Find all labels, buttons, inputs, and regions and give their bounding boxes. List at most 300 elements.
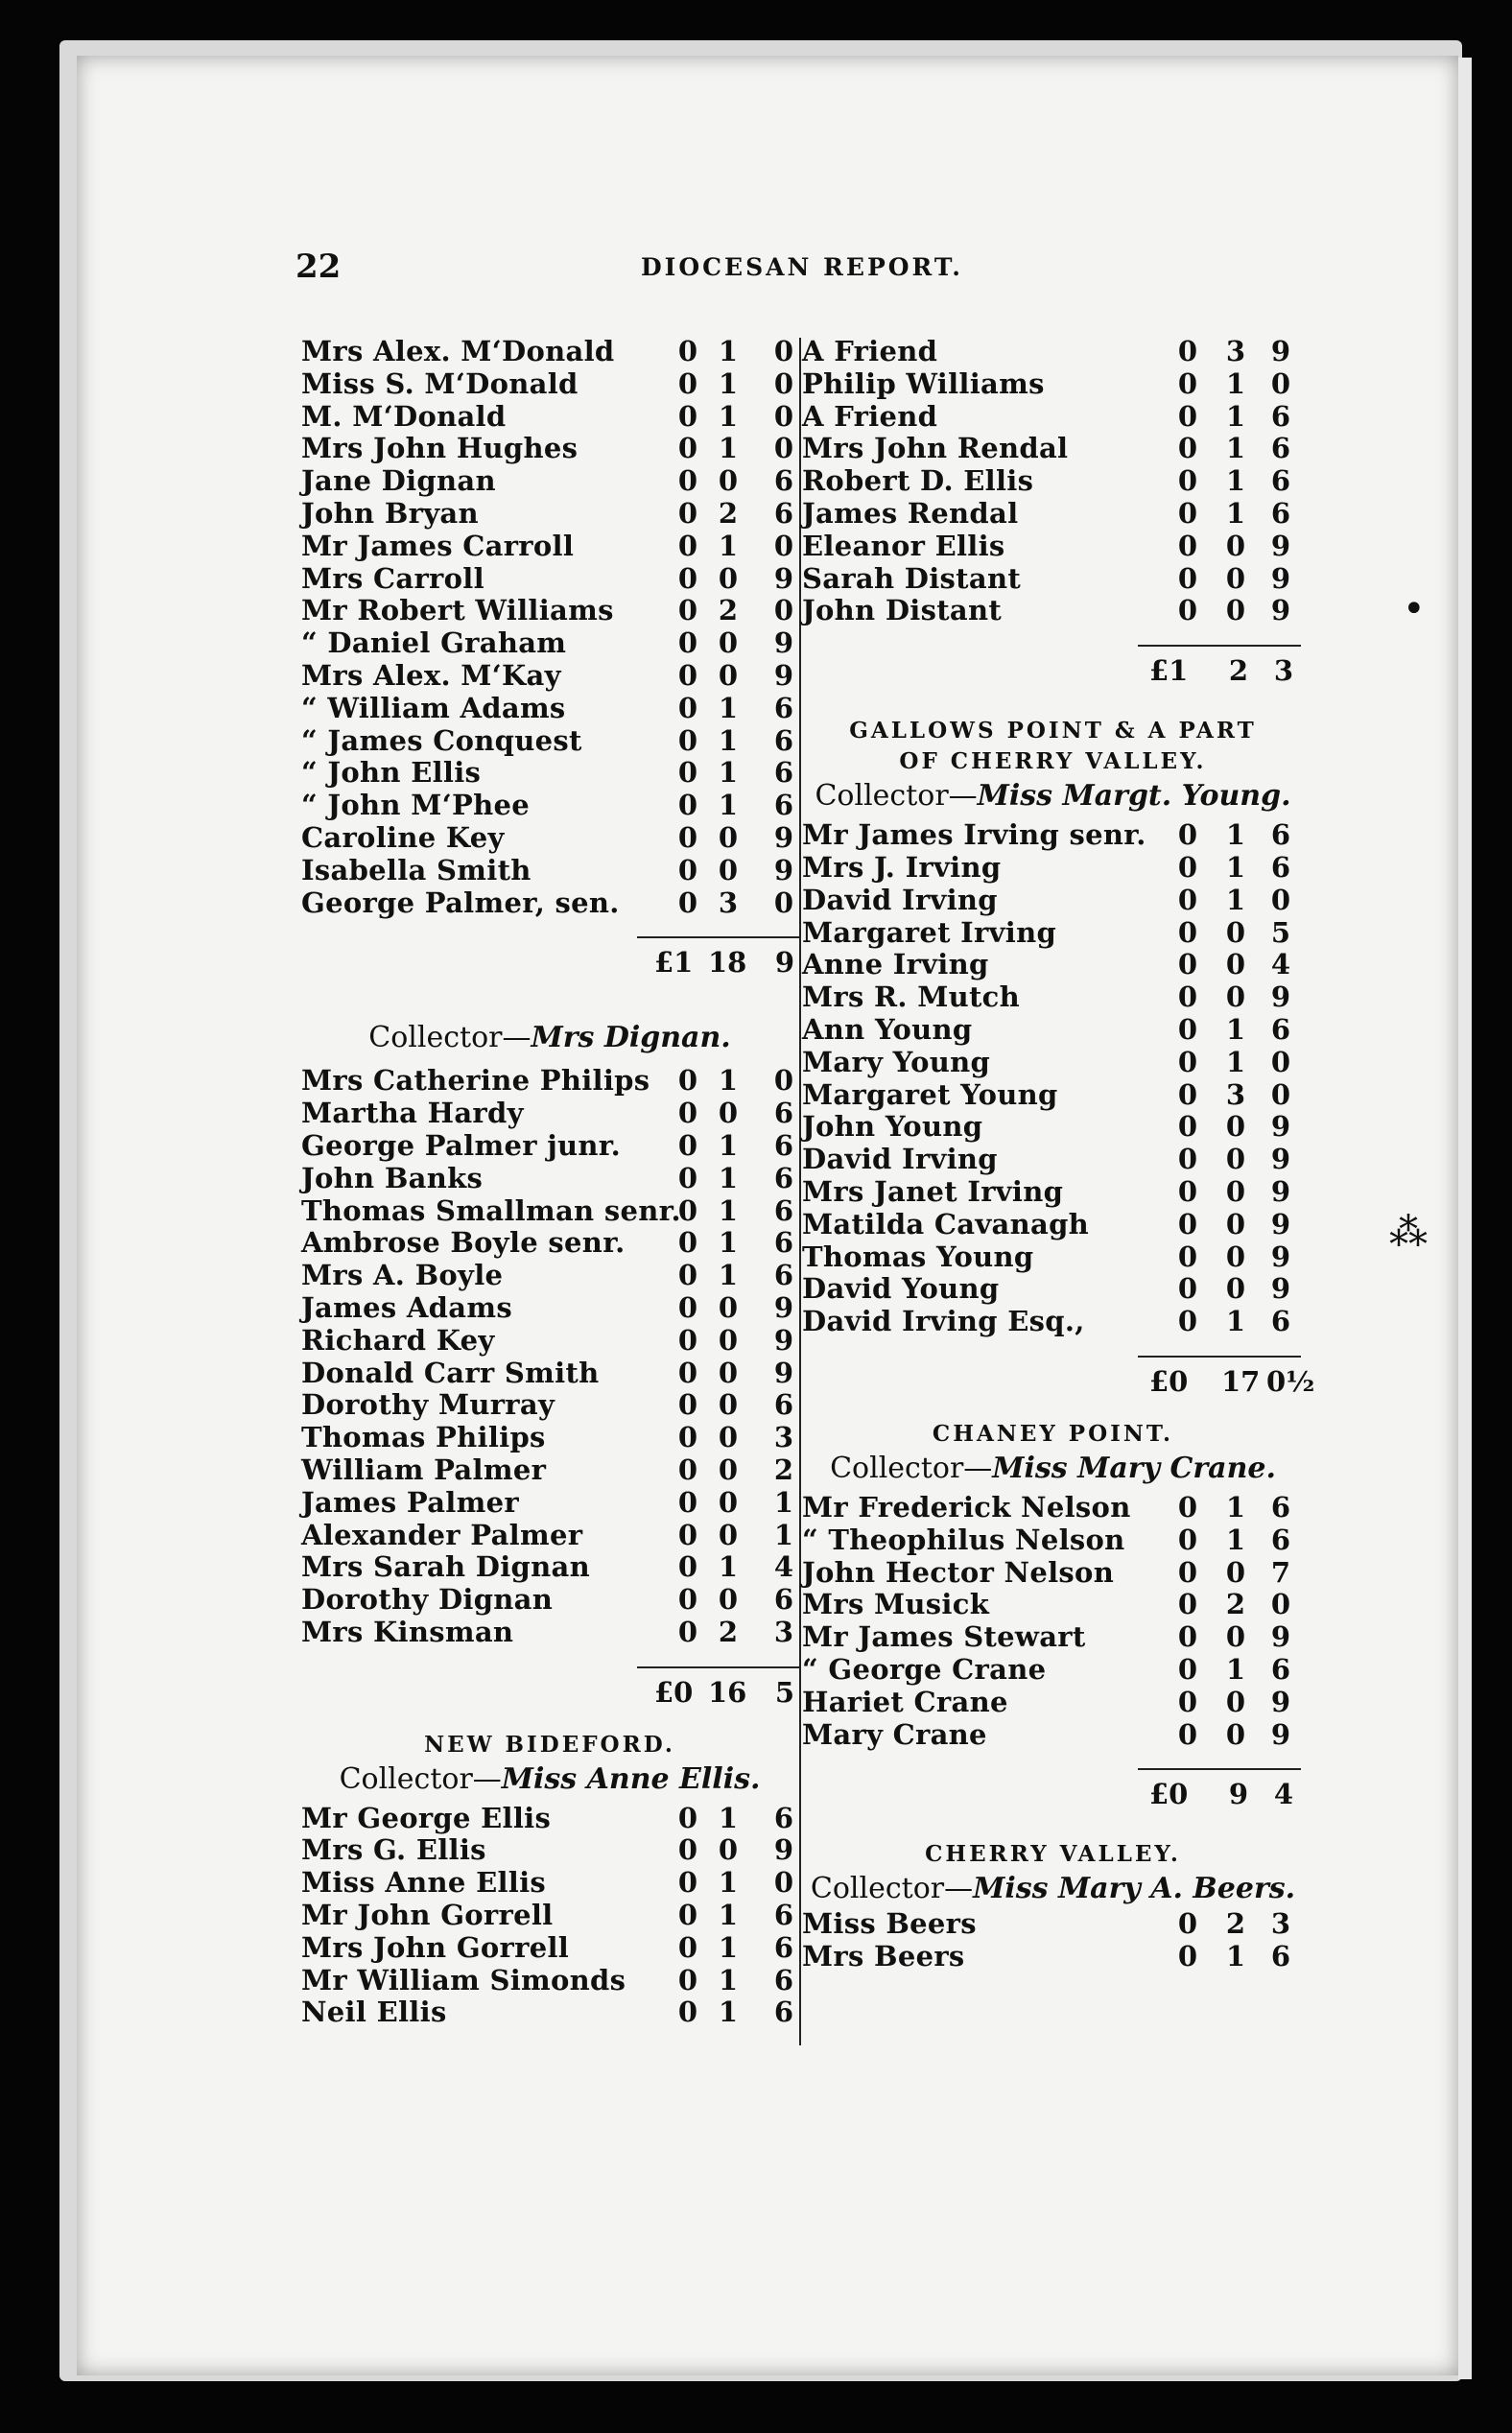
subscriber-name: Mrs G. Ellis [301, 1833, 486, 1867]
amount-pence: 9 [1270, 594, 1291, 627]
list-item [299, 1195, 800, 1228]
subscriber-name: Mary Crane [802, 1717, 987, 1751]
amount-shillings: 1 [718, 789, 739, 822]
list-item [802, 1014, 1304, 1047]
amount-pence: 9 [1270, 1174, 1291, 1208]
amount-pence: 3 [773, 1421, 794, 1454]
amount-pence: 6 [773, 1388, 794, 1422]
subscriber-name: William Palmer [301, 1453, 547, 1486]
amount-pence: 4 [773, 1550, 794, 1584]
section-title: GALLOWS POINT & A PART [849, 718, 1257, 744]
amount-pounds: 0 [677, 1193, 698, 1227]
amount-shillings: 1 [1225, 366, 1246, 400]
amount-pounds: 0 [1177, 561, 1198, 595]
subscriber-name: Mrs Kinsman [301, 1615, 514, 1648]
amount-pence: 9 [773, 561, 794, 595]
collector-name: Mrs Dignan. [531, 1021, 731, 1055]
amount-pence: 6 [1270, 496, 1291, 530]
amount-pounds: 0 [1177, 1940, 1198, 1973]
amount-pounds: 0 [1177, 1685, 1198, 1718]
total-pence: 4 [1273, 1778, 1294, 1811]
subscriber-name: James Rendal [802, 496, 1019, 530]
subscriber-name: David Irving [802, 883, 998, 916]
amount-shillings: 1 [718, 335, 739, 367]
subscriber-name: Anne Irving [802, 948, 989, 981]
right-group-4 [802, 1908, 1304, 1973]
amount-pence: 9 [1270, 1240, 1291, 1273]
amount-shillings: 0 [1225, 1555, 1246, 1589]
list-item [802, 563, 1304, 596]
list-item [299, 1617, 800, 1649]
amount-shillings: 0 [1225, 1240, 1246, 1273]
amount-shillings: 0 [718, 1518, 739, 1551]
subscriber-name: Donald Carr Smith [301, 1356, 600, 1389]
amount-shillings: 1 [718, 529, 739, 562]
list-item [802, 401, 1304, 434]
amount-pence: 0 [1270, 366, 1291, 400]
amount-pence: 6 [773, 496, 794, 530]
amount-pence: 6 [773, 1097, 794, 1130]
list-item [299, 498, 800, 531]
amount-pence: 6 [1270, 399, 1291, 433]
list-item [802, 1908, 1304, 1941]
amount-pounds: 0 [677, 820, 698, 854]
amount-pence: 6 [773, 1226, 794, 1260]
left-group-3 [299, 1803, 800, 2030]
amount-pence: 6 [773, 1193, 794, 1227]
amount-pounds: 0 [677, 1583, 698, 1617]
subscriber-name: Mr James Irving senr. [802, 818, 1146, 852]
list-item [299, 1454, 800, 1487]
amount-shillings: 2 [1225, 1588, 1246, 1621]
list-item [802, 433, 1304, 465]
amount-pence: 6 [1270, 1940, 1291, 1973]
amount-pence: 0 [773, 594, 794, 627]
amount-shillings: 3 [1225, 335, 1246, 367]
subscriber-name: James Palmer [301, 1485, 519, 1519]
right-group-1 [802, 336, 1304, 627]
amount-shillings: 1 [718, 1550, 739, 1584]
list-item [802, 1492, 1304, 1524]
amount-shillings: 1 [718, 1226, 739, 1260]
amount-shillings: 1 [718, 1801, 739, 1834]
amount-shillings: 0 [1225, 561, 1246, 595]
amount-shillings: 0 [718, 1453, 739, 1486]
subscriber-name: “ John Ellis [301, 756, 482, 790]
amount-pounds: 0 [677, 432, 698, 465]
amount-pounds: 0 [1177, 850, 1198, 884]
left-group-1 [299, 336, 800, 919]
amount-shillings: 0 [718, 561, 739, 595]
amount-pence: 6 [773, 756, 794, 790]
amount-shillings: 0 [718, 1356, 739, 1389]
amount-pence: 0 [1270, 1077, 1291, 1111]
subscriber-name: “ George Crane [802, 1652, 1047, 1686]
group-total [299, 938, 800, 986]
amount-pounds: 0 [677, 399, 698, 433]
subscriber-name: Mrs John Rendal [802, 432, 1069, 465]
list-item [802, 1654, 1304, 1687]
amount-shillings: 1 [718, 399, 739, 433]
ink-smudge: • [1403, 587, 1426, 631]
list-item [299, 433, 800, 465]
amount-pounds: 0 [1177, 464, 1198, 498]
amount-shillings: 1 [718, 1064, 739, 1098]
subscriber-name: Miss Anne Ellis [301, 1866, 547, 1900]
collector-prefix: Collector— [830, 1451, 993, 1485]
amount-pence: 0 [773, 366, 794, 400]
amount-pounds: 0 [1177, 980, 1198, 1014]
total-pence: 9 [774, 946, 795, 980]
amount-shillings: 0 [718, 1833, 739, 1867]
amount-pence: 9 [773, 626, 794, 660]
amount-shillings: 2 [718, 496, 739, 530]
total-shillings: 2 [1228, 654, 1249, 688]
amount-pence: 6 [1270, 1305, 1291, 1338]
amount-pence: 1 [773, 1518, 794, 1551]
amount-pounds: 0 [677, 1323, 698, 1357]
list-item [802, 595, 1304, 627]
subscriber-name: Dorothy Murray [301, 1388, 555, 1422]
collector-line [299, 1760, 800, 1799]
subscriber-name: Mrs Musick [802, 1588, 990, 1621]
collector-name: Miss Mary Crane. [992, 1451, 1276, 1485]
amount-shillings: 1 [1225, 1652, 1246, 1686]
list-item [299, 1358, 800, 1390]
list-item [299, 1834, 800, 1867]
amount-pounds: 0 [1177, 818, 1198, 852]
list-item [299, 1227, 800, 1260]
amount-pounds: 0 [677, 853, 698, 886]
list-item [802, 1719, 1304, 1752]
list-item [299, 563, 800, 596]
amount-shillings: 1 [718, 1259, 739, 1292]
list-item [299, 401, 800, 434]
amount-pounds: 0 [677, 658, 698, 692]
amount-pence: 9 [773, 658, 794, 692]
amount-shillings: 0 [1225, 980, 1246, 1014]
amount-shillings: 1 [1225, 850, 1246, 884]
amount-pence: 9 [1270, 1685, 1291, 1718]
subscriber-name: James Adams [301, 1290, 512, 1324]
amount-pounds: 0 [677, 1899, 698, 1932]
list-item [802, 336, 1304, 368]
list-item [299, 1065, 800, 1098]
subscriber-name: Hariet Crane [802, 1685, 1008, 1718]
amount-pence: 6 [773, 1963, 794, 1996]
amount-pounds: 0 [677, 1064, 698, 1098]
subscriber-name: Mrs Carroll [301, 561, 484, 595]
subscriber-name: Miss S. M‘Donald [301, 366, 579, 400]
list-item [299, 1996, 800, 2029]
left-column [299, 336, 800, 2029]
amount-shillings: 0 [1225, 1620, 1246, 1654]
amount-pounds: 0 [1177, 1652, 1198, 1686]
amount-pounds: 0 [677, 1453, 698, 1486]
section-title: NEW BIDEFORD. [424, 1731, 675, 1758]
amount-pounds: 0 [677, 1833, 698, 1867]
subscriber-name: Matilda Cavanagh [802, 1207, 1090, 1240]
amount-shillings: 1 [718, 723, 739, 757]
subscriber-name: Mrs Alex. M‘Kay [301, 658, 561, 692]
amount-pounds: 0 [1177, 1110, 1198, 1144]
subscriber-name: Mrs John Gorrell [301, 1930, 570, 1964]
amount-shillings: 1 [718, 691, 739, 724]
list-item [802, 981, 1304, 1014]
amount-pounds: 0 [1177, 1490, 1198, 1524]
amount-shillings: 1 [718, 1161, 739, 1194]
subscriber-name: George Palmer, sen. [301, 886, 620, 919]
list-item [299, 1422, 800, 1454]
subscriber-name: Dorothy Dignan [301, 1583, 554, 1617]
list-item [299, 725, 800, 758]
subscriber-name: Alexander Palmer [301, 1518, 583, 1551]
amount-pence: 0 [773, 886, 794, 919]
subscriber-name: David Irving Esq., [802, 1305, 1085, 1338]
amount-pounds: 0 [1177, 1717, 1198, 1751]
list-item [299, 368, 800, 401]
amount-pence: 0 [773, 432, 794, 465]
amount-pence: 6 [773, 789, 794, 822]
amount-pence: 6 [773, 1801, 794, 1834]
total-pounds: £0 [1149, 1364, 1189, 1398]
amount-shillings: 0 [718, 1583, 739, 1617]
amount-shillings: 0 [718, 626, 739, 660]
amount-shillings: 0 [1225, 1685, 1246, 1718]
amount-pounds: 0 [677, 1485, 698, 1519]
subscriber-name: Thomas Smallman senr. [301, 1193, 681, 1227]
amount-pounds: 0 [1177, 496, 1198, 530]
subscriber-name: Mrs Alex. M‘Donald [301, 335, 615, 367]
amount-shillings: 1 [718, 1996, 739, 2029]
amount-pounds: 0 [677, 1097, 698, 1130]
list-item [802, 1144, 1304, 1176]
amount-shillings: 0 [718, 1290, 739, 1324]
amount-pence: 9 [1270, 980, 1291, 1014]
collector-prefix: Collector— [339, 1761, 502, 1796]
amount-pounds: 0 [677, 886, 698, 919]
amount-shillings: 2 [1225, 1907, 1246, 1941]
amount-shillings: 1 [718, 1930, 739, 1964]
amount-pounds: 0 [1177, 948, 1198, 981]
amount-pence: 9 [773, 1290, 794, 1324]
amount-pence: 6 [1270, 1012, 1291, 1046]
facing-page-edge [1458, 58, 1472, 2379]
subscriber-name: Mary Young [802, 1045, 991, 1078]
amount-shillings: 1 [718, 432, 739, 465]
list-item [299, 1520, 800, 1552]
list-item [802, 1557, 1304, 1590]
subscriber-name: “ John M‘Phee [301, 789, 530, 822]
list-item [299, 1900, 800, 1932]
amount-pounds: 0 [1177, 529, 1198, 562]
amount-shillings: 2 [718, 1615, 739, 1648]
amount-pence: 7 [1270, 1555, 1291, 1589]
subscriber-name: Caroline Key [301, 820, 505, 854]
list-item [299, 1325, 800, 1358]
amount-pounds: 0 [677, 1996, 698, 2029]
amount-shillings: 0 [1225, 1717, 1246, 1751]
amount-pounds: 0 [1177, 1174, 1198, 1208]
list-item [802, 1621, 1304, 1654]
total-pounds: £1 [654, 946, 694, 980]
amount-shillings: 0 [1225, 915, 1246, 949]
list-item [299, 822, 800, 855]
subscriber-name: “ Theophilus Nelson [802, 1523, 1125, 1556]
list-item [802, 531, 1304, 563]
amount-shillings: 0 [718, 853, 739, 886]
subscriber-name: Philip Williams [802, 366, 1045, 400]
amount-shillings: 1 [1225, 399, 1246, 433]
amount-pounds: 0 [1177, 366, 1198, 400]
subscriber-name: Jane Dignan [301, 464, 496, 498]
subscriber-name: Richard Key [301, 1323, 495, 1357]
amount-shillings: 0 [718, 658, 739, 692]
amount-pence: 9 [1270, 1143, 1291, 1176]
list-item [802, 498, 1304, 531]
amount-pounds: 0 [1177, 1272, 1198, 1306]
amount-pence: 0 [773, 1064, 794, 1098]
amount-shillings: 1 [1225, 883, 1246, 916]
amount-pounds: 0 [677, 1290, 698, 1324]
subscriber-name: Mr George Ellis [301, 1801, 552, 1834]
subscriber-name: “ William Adams [301, 691, 566, 724]
running-title: DIOCESAN REPORT. [641, 253, 963, 281]
amount-shillings: 1 [718, 1899, 739, 1932]
amount-shillings: 1 [718, 756, 739, 790]
list-item [802, 368, 1304, 401]
amount-shillings: 0 [1225, 594, 1246, 627]
collector-name: Miss Mary A. Beers. [973, 1872, 1296, 1906]
list-item [299, 1965, 800, 1997]
amount-pounds: 0 [677, 1259, 698, 1292]
amount-shillings: 1 [1225, 1045, 1246, 1078]
list-item [299, 595, 800, 627]
amount-pence: 9 [773, 1356, 794, 1389]
amount-pounds: 0 [677, 529, 698, 562]
amount-pounds: 0 [677, 594, 698, 627]
total-pence: 5 [774, 1675, 795, 1709]
amount-pounds: 0 [677, 1388, 698, 1422]
list-item [299, 855, 800, 887]
list-item [802, 465, 1304, 498]
amount-pence: 0 [773, 1866, 794, 1900]
list-item [802, 1079, 1304, 1112]
list-item [299, 531, 800, 563]
list-item [802, 1241, 1304, 1274]
amount-pounds: 0 [677, 1930, 698, 1964]
total-shillings: 17 [1221, 1364, 1261, 1398]
list-item [802, 1306, 1304, 1338]
collector-prefix: Collector— [810, 1872, 974, 1906]
list-item [802, 1111, 1304, 1144]
amount-pounds: 0 [677, 366, 698, 400]
subscriber-name: Ann Young [802, 1012, 973, 1046]
amount-pounds: 0 [1177, 399, 1198, 433]
collector-line [802, 777, 1304, 815]
amount-pence: 6 [1270, 1523, 1291, 1556]
list-item [299, 1098, 800, 1130]
list-item [299, 336, 800, 368]
list-item [299, 1584, 800, 1617]
subscriber-name: Mrs Janet Irving [802, 1174, 1064, 1208]
amount-pounds: 0 [1177, 1620, 1198, 1654]
amount-shillings: 0 [1225, 529, 1246, 562]
left-group-2 [299, 1065, 800, 1648]
list-item [299, 1551, 800, 1584]
subscriber-name: Sarah Distant [802, 561, 1022, 595]
amount-pounds: 0 [1177, 1555, 1198, 1589]
amount-pence: 9 [773, 820, 794, 854]
section-title-line2: OF CHERRY VALLEY. [899, 748, 1207, 775]
amount-pence: 0 [1270, 883, 1291, 916]
amount-pounds: 0 [1177, 1207, 1198, 1240]
subscriber-name: David Young [802, 1272, 1000, 1306]
list-item [802, 819, 1304, 852]
amount-pounds: 0 [1177, 883, 1198, 916]
amount-pence: 0 [773, 335, 794, 367]
amount-pounds: 0 [677, 1128, 698, 1162]
subscriber-name: Ambrose Boyle senr. [301, 1226, 626, 1260]
subscriber-name: Eleanor Ellis [802, 529, 1005, 562]
amount-pence: 0 [1270, 1588, 1291, 1621]
amount-pounds: 0 [677, 1421, 698, 1454]
amount-pounds: 0 [1177, 1045, 1198, 1078]
list-item [299, 1867, 800, 1900]
subscriber-name: John Young [802, 1110, 983, 1144]
right-group-3 [802, 1492, 1304, 1751]
section-title: CHANEY POINT. [932, 1420, 1174, 1447]
subscriber-name: Mr James Stewart [802, 1620, 1086, 1654]
subscriber-name: Mrs J. Irving [802, 850, 1002, 884]
amount-pence: 9 [773, 853, 794, 886]
amount-shillings: 0 [1225, 1272, 1246, 1306]
amount-pounds: 0 [677, 691, 698, 724]
list-item [299, 660, 800, 693]
total-shillings: 9 [1228, 1778, 1249, 1811]
amount-pounds: 0 [677, 1550, 698, 1584]
subscriber-name: Mrs A. Boyle [301, 1259, 504, 1292]
amount-shillings: 1 [1225, 432, 1246, 465]
subscriber-name: Mrs John Hughes [301, 432, 579, 465]
amount-pence: 0 [773, 399, 794, 433]
subscriber-name: Mrs Catherine Philips [301, 1064, 650, 1098]
amount-pence: 4 [1270, 948, 1291, 981]
amount-pence: 0 [1270, 1045, 1291, 1078]
total-pounds: £1 [1149, 654, 1189, 688]
amount-pounds: 0 [1177, 1305, 1198, 1338]
amount-pence: 1 [773, 1485, 794, 1519]
subscriber-name: “ James Conquest [301, 723, 582, 757]
amount-pounds: 0 [677, 626, 698, 660]
list-item [802, 1273, 1304, 1306]
list-item [299, 1803, 800, 1835]
list-item [299, 1932, 800, 1965]
amount-shillings: 3 [718, 886, 739, 919]
collector-prefix: Collector— [815, 779, 978, 814]
list-item [802, 1687, 1304, 1719]
amount-pence: 3 [773, 1615, 794, 1648]
subscriber-name: Miss Beers [802, 1907, 977, 1941]
list-item [299, 1389, 800, 1422]
amount-pounds: 0 [1177, 1907, 1198, 1941]
amount-shillings: 0 [1225, 1143, 1246, 1176]
subscriber-name: A Friend [802, 399, 938, 433]
subscriber-name: “ Daniel Graham [301, 626, 567, 660]
amount-pence: 6 [1270, 432, 1291, 465]
amount-pence: 6 [773, 1899, 794, 1932]
subscriber-name: John Bryan [301, 496, 479, 530]
